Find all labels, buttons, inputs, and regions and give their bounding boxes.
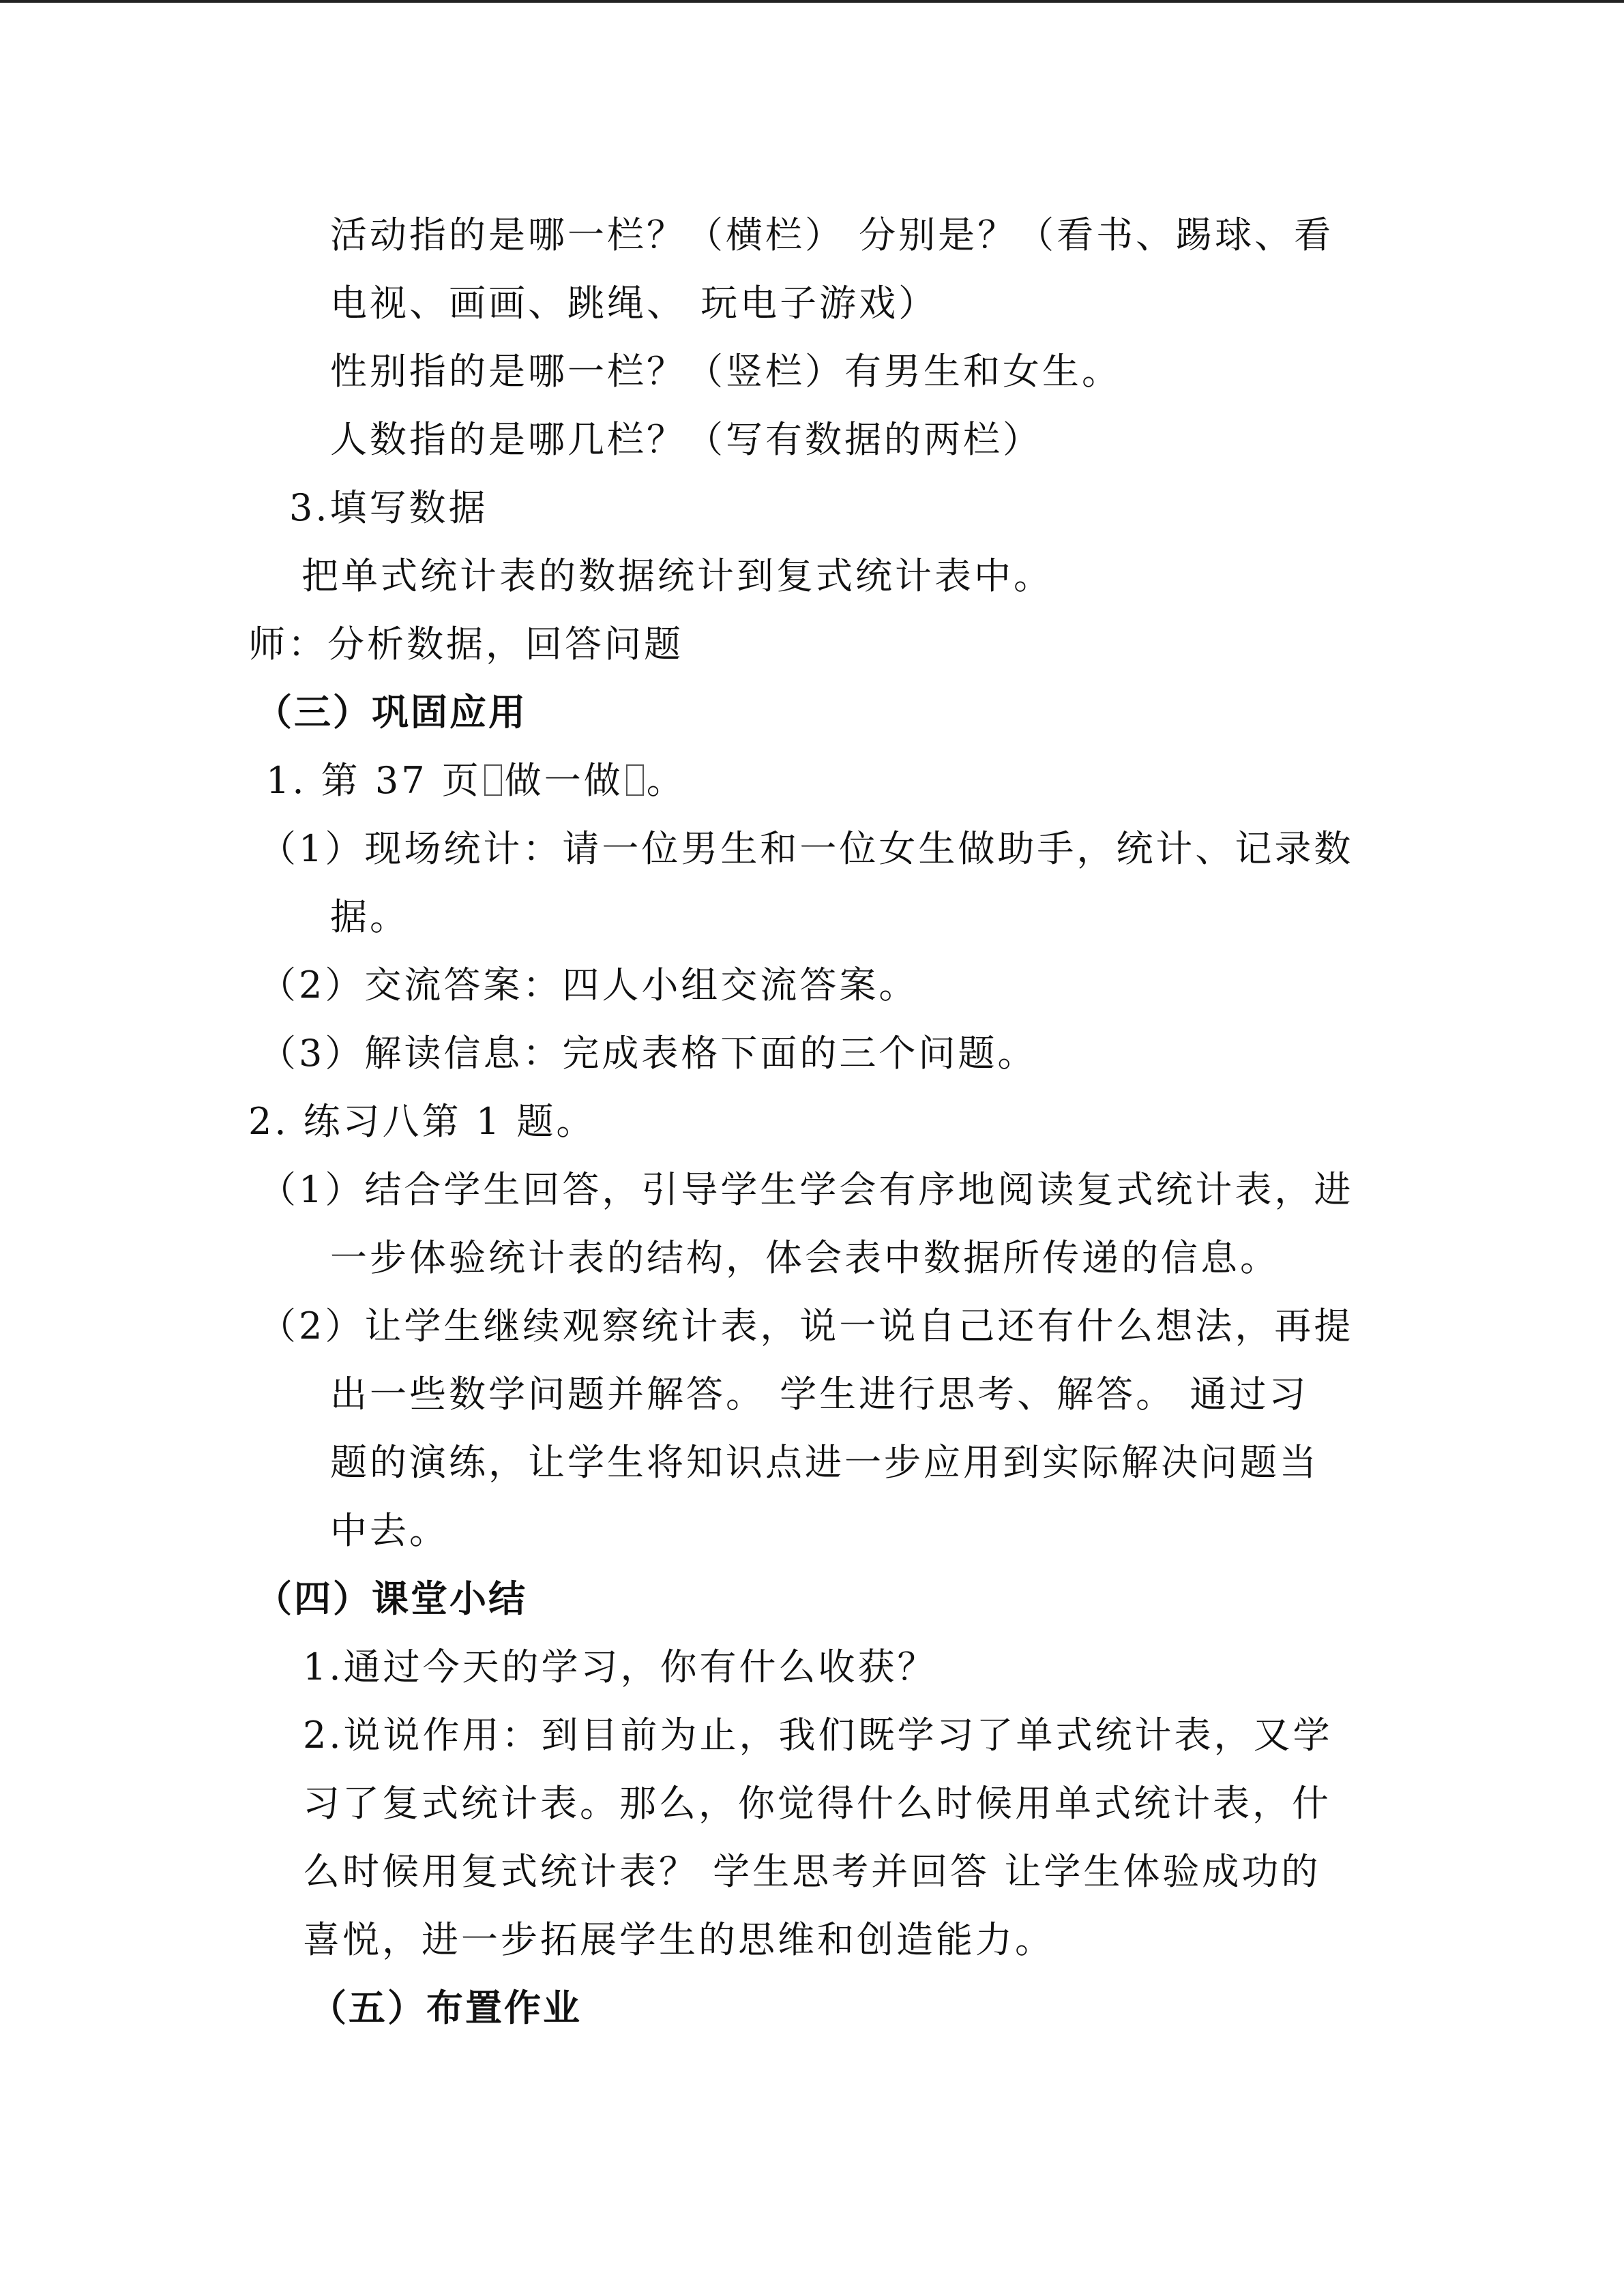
text-fragment: 做一做: [504, 759, 623, 802]
text-line: 电视、画画、跳绳、 玩电子游戏）: [330, 282, 939, 325]
text-line: 一步体验统计表的结构，体会表中数据所传递的信息。: [330, 1236, 1280, 1279]
text-line: 1.通过今天的学习，你有什么收获？: [303, 1645, 937, 1688]
text-fragment: 。: [646, 759, 686, 802]
text-line: 师：分析数据，回答问题: [248, 623, 683, 666]
text-fragment: 1. 第 37 页: [266, 759, 482, 802]
text-line: （1）现场统计：请一位男生和一位女生做助手，统计、记录数: [259, 827, 1354, 870]
text-line: 2. 练习八第 1 题。: [248, 1100, 596, 1143]
text-line: 3.填写数据: [289, 486, 488, 529]
section-heading: （五）布置作业: [310, 1986, 582, 2029]
text-line: 出一些数学问题并解答。 学生进行思考、解答。 通过习: [330, 1373, 1309, 1416]
section-heading: （四）课堂小结: [255, 1577, 527, 1620]
text-line: 人数指的是哪几栏？（写有数据的两栏）: [330, 418, 1042, 461]
text-line: 题的演练，让学生将知识点进一步应用到实际解决问题当: [330, 1441, 1319, 1484]
missing-glyph-box-icon: [484, 764, 502, 796]
text-line: 把单式统计表的数据统计到复式统计表中。: [301, 554, 1053, 597]
text-line: 2.说说作用：到目前为止，我们既学习了单式统计表，又学: [303, 1714, 1333, 1757]
text-line: 性别指的是哪一栏？（竖栏）有男生和女生。: [330, 350, 1121, 393]
text-line: （1）结合学生回答，引导学生学会有序地阅读复式统计表，进: [259, 1168, 1354, 1211]
text-line: 喜悦，进一步拓展学生的思维和创造能力。: [303, 1918, 1054, 1961]
text-line: （2）交流答案：四人小组交流答案。: [259, 964, 919, 1007]
text-line: 么时候用复式统计表？ 学生思考并回答 让学生体验成功的: [303, 1850, 1321, 1893]
text-line: （2）让学生继续观察统计表，说一说自己还有什么想法，再提: [259, 1304, 1354, 1347]
text-line: [266, 757, 686, 805]
text-line: 习了复式统计表。那么，你觉得什么时候用单式统计表，什: [303, 1782, 1331, 1825]
page-top-border: [0, 0, 1624, 3]
section-heading: （三）巩固应用: [255, 691, 527, 734]
text-line: 中去。: [330, 1509, 449, 1552]
text-line: 活动指的是哪一栏？（横栏） 分别是？（看书、踢球、看: [330, 213, 1334, 256]
text-line: （3）解读信息：完成表格下面的三个问题。: [259, 1032, 1037, 1075]
text-line: 据。: [330, 895, 409, 938]
missing-glyph-box-icon: [626, 764, 644, 796]
